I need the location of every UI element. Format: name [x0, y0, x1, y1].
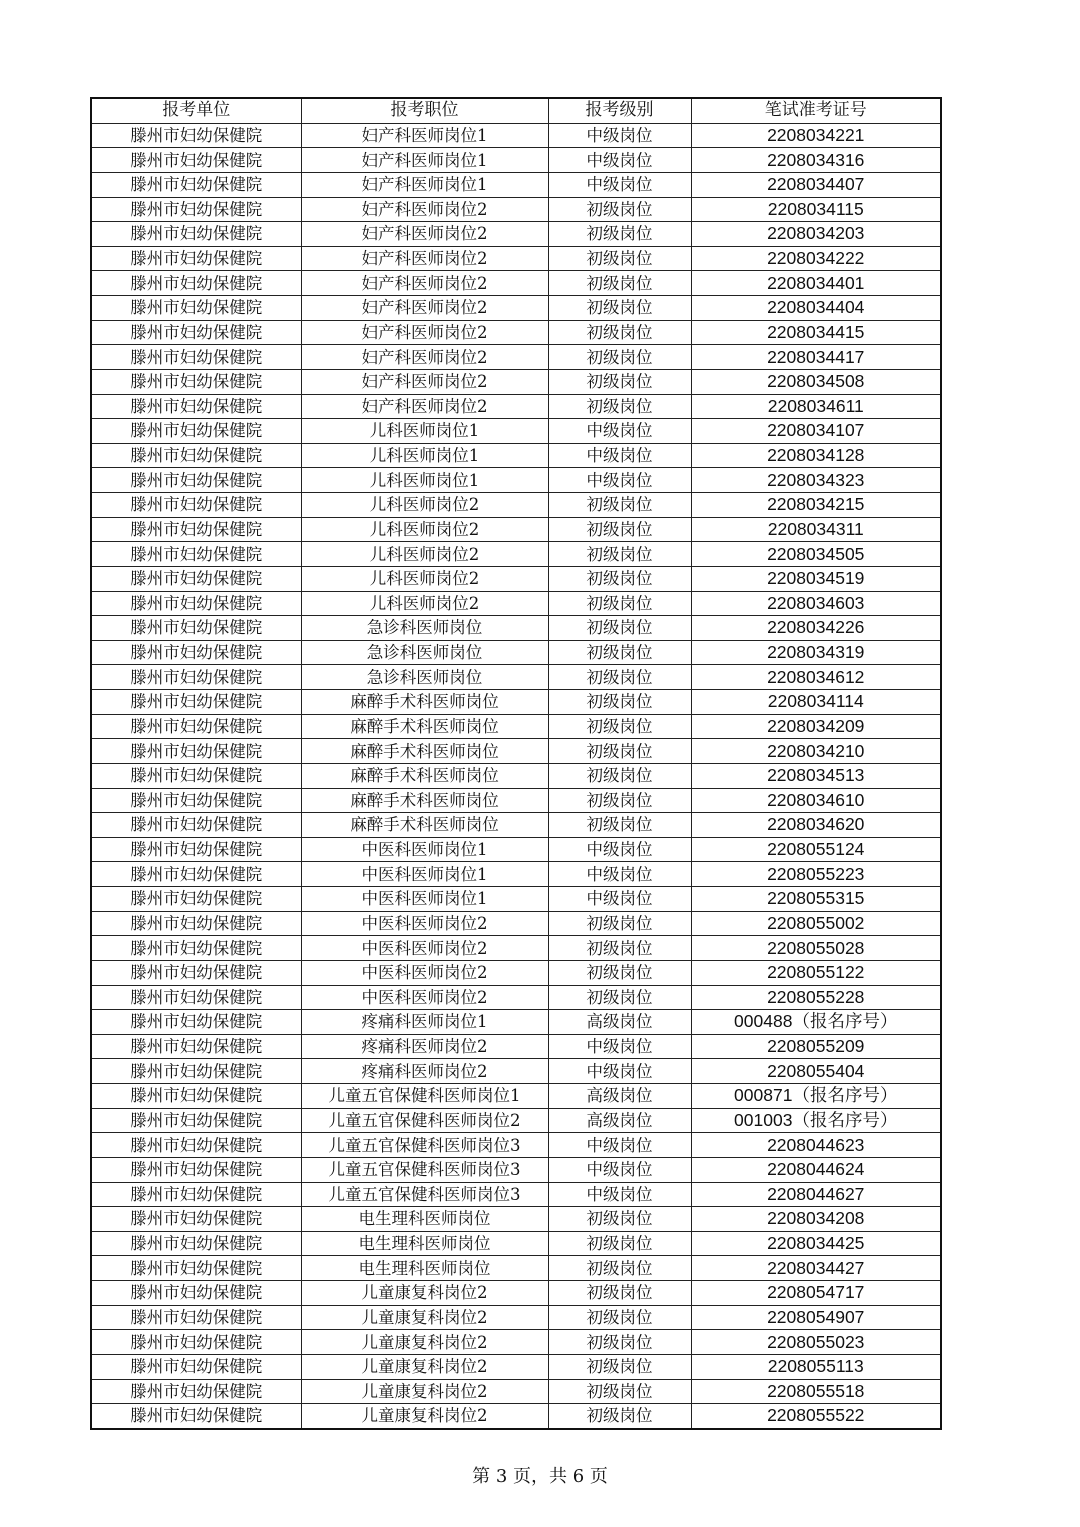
table-row	[91, 640, 941, 665]
cell-ticket-number: 2208034208	[691, 1207, 941, 1232]
cell-ticket-number: 2208034513	[691, 763, 941, 788]
cell-level: 初级岗位	[548, 1379, 691, 1404]
cell-ticket-number: 2208055023	[691, 1330, 941, 1355]
cell-ticket-number: 2208034404	[691, 296, 941, 321]
cell-position: 麻醉手术科医师岗位	[301, 690, 548, 715]
cell-position: 急诊科医师岗位	[301, 665, 548, 690]
table-header	[91, 98, 941, 123]
cell-level: 初级岗位	[548, 714, 691, 739]
table-row	[91, 1059, 941, 1084]
cell-position: 儿童康复科岗位2	[301, 1330, 548, 1355]
cell-ticket-number: 2208034215	[691, 493, 941, 518]
cell-level: 初级岗位	[548, 960, 691, 985]
cell-unit: 滕州市妇幼保健院	[91, 1281, 301, 1306]
cell-level: 初级岗位	[548, 222, 691, 247]
cell-level: 中级岗位	[548, 862, 691, 887]
cell-unit: 滕州市妇幼保健院	[91, 1231, 301, 1256]
cell-unit: 滕州市妇幼保健院	[91, 172, 301, 197]
table-row	[91, 493, 941, 518]
table-row	[91, 345, 941, 370]
cell-position: 电生理科医师岗位	[301, 1207, 548, 1232]
cell-position: 中医科医师岗位2	[301, 960, 548, 985]
cell-position: 儿童康复科岗位2	[301, 1379, 548, 1404]
cell-ticket-number: 2208054717	[691, 1281, 941, 1306]
cell-level: 中级岗位	[548, 1133, 691, 1158]
cell-unit: 滕州市妇幼保健院	[91, 616, 301, 641]
cell-unit: 滕州市妇幼保健院	[91, 1157, 301, 1182]
cell-position: 儿童康复科岗位2	[301, 1354, 548, 1379]
cell-unit: 滕州市妇幼保健院	[91, 1379, 301, 1404]
cell-unit: 滕州市妇幼保健院	[91, 1404, 301, 1429]
cell-unit: 滕州市妇幼保健院	[91, 690, 301, 715]
cell-position: 疼痛科医师岗位2	[301, 1059, 548, 1084]
cell-unit: 滕州市妇幼保健院	[91, 1256, 301, 1281]
cell-level: 中级岗位	[548, 1059, 691, 1084]
table-row	[91, 1281, 941, 1306]
cell-unit: 滕州市妇幼保健院	[91, 837, 301, 862]
cell-level: 初级岗位	[548, 591, 691, 616]
cell-unit: 滕州市妇幼保健院	[91, 1305, 301, 1330]
cell-position: 麻醉手术科医师岗位	[301, 714, 548, 739]
cell-unit: 滕州市妇幼保健院	[91, 640, 301, 665]
cell-level: 初级岗位	[548, 1404, 691, 1429]
cell-position: 儿科医师岗位2	[301, 566, 548, 591]
cell-ticket-number: 2208034209	[691, 714, 941, 739]
cell-unit: 滕州市妇幼保健院	[91, 394, 301, 419]
cell-ticket-number: 2208034620	[691, 813, 941, 838]
cell-level: 初级岗位	[548, 1281, 691, 1306]
cell-ticket-number: 2208034425	[691, 1231, 941, 1256]
cell-level: 中级岗位	[548, 123, 691, 148]
cell-level: 初级岗位	[548, 493, 691, 518]
cell-ticket-number: 2208044627	[691, 1182, 941, 1207]
cell-ticket-number: 2208055113	[691, 1354, 941, 1379]
cell-position: 急诊科医师岗位	[301, 616, 548, 641]
cell-unit: 滕州市妇幼保健院	[91, 665, 301, 690]
cell-position: 急诊科医师岗位	[301, 640, 548, 665]
cell-unit: 滕州市妇幼保健院	[91, 1133, 301, 1158]
table-row	[91, 1010, 941, 1035]
cell-unit: 滕州市妇幼保健院	[91, 714, 301, 739]
table-row	[91, 542, 941, 567]
cell-level: 初级岗位	[548, 296, 691, 321]
cell-level: 初级岗位	[548, 542, 691, 567]
cell-position: 儿科医师岗位2	[301, 493, 548, 518]
table-row	[91, 1379, 941, 1404]
cell-position: 电生理科医师岗位	[301, 1231, 548, 1256]
cell-position: 疼痛科医师岗位1	[301, 1010, 548, 1035]
table-row	[91, 1108, 941, 1133]
cell-unit: 滕州市妇幼保健院	[91, 197, 301, 222]
cell-ticket-number: 2208034415	[691, 320, 941, 345]
cell-unit: 滕州市妇幼保健院	[91, 960, 301, 985]
table-row	[91, 320, 941, 345]
table-row	[91, 419, 941, 444]
cell-unit: 滕州市妇幼保健院	[91, 1108, 301, 1133]
cell-level: 中级岗位	[548, 887, 691, 912]
cell-level: 初级岗位	[548, 1354, 691, 1379]
cell-unit: 滕州市妇幼保健院	[91, 320, 301, 345]
cell-level: 中级岗位	[548, 419, 691, 444]
table-row	[91, 296, 941, 321]
cell-ticket-number: 2208034611	[691, 394, 941, 419]
cell-position: 妇产科医师岗位2	[301, 246, 548, 271]
table-row	[91, 566, 941, 591]
cell-position: 儿童康复科岗位2	[301, 1281, 548, 1306]
header-ticket-number: 笔试准考证号	[691, 98, 941, 123]
cell-position: 妇产科医师岗位2	[301, 345, 548, 370]
table-row	[91, 197, 941, 222]
cell-position: 儿童五官保健科医师岗位3	[301, 1133, 548, 1158]
cell-ticket-number: 2208034210	[691, 739, 941, 764]
cell-ticket-number: 2208055404	[691, 1059, 941, 1084]
cell-unit: 滕州市妇幼保健院	[91, 369, 301, 394]
cell-level: 初级岗位	[548, 1305, 691, 1330]
cell-position: 妇产科医师岗位2	[301, 296, 548, 321]
cell-ticket-number: 2208055209	[691, 1034, 941, 1059]
cell-ticket-number: 2208034226	[691, 616, 941, 641]
cell-ticket-number: 2208034519	[691, 566, 941, 591]
cell-position: 儿科医师岗位1	[301, 443, 548, 468]
cell-level: 初级岗位	[548, 271, 691, 296]
table-row	[91, 271, 941, 296]
cell-unit: 滕州市妇幼保健院	[91, 1330, 301, 1355]
cell-ticket-number: 000871（报名序号）	[691, 1084, 941, 1109]
cell-level: 初级岗位	[548, 345, 691, 370]
cell-position: 中医科医师岗位1	[301, 837, 548, 862]
cell-level: 初级岗位	[548, 566, 691, 591]
cell-position: 疼痛科医师岗位2	[301, 1034, 548, 1059]
table-row	[91, 960, 941, 985]
cell-position: 中医科医师岗位1	[301, 862, 548, 887]
cell-ticket-number: 2208034319	[691, 640, 941, 665]
table-row	[91, 665, 941, 690]
cell-ticket-number: 2208055124	[691, 837, 941, 862]
cell-unit: 滕州市妇幼保健院	[91, 1059, 301, 1084]
cell-unit: 滕州市妇幼保健院	[91, 1034, 301, 1059]
cell-unit: 滕州市妇幼保健院	[91, 591, 301, 616]
cell-ticket-number: 2208034401	[691, 271, 941, 296]
cell-position: 儿童康复科岗位2	[301, 1404, 548, 1429]
cell-unit: 滕州市妇幼保健院	[91, 345, 301, 370]
cell-ticket-number: 2208055228	[691, 985, 941, 1010]
cell-level: 初级岗位	[548, 690, 691, 715]
cell-position: 妇产科医师岗位2	[301, 320, 548, 345]
cell-position: 中医科医师岗位2	[301, 911, 548, 936]
cell-level: 初级岗位	[548, 369, 691, 394]
cell-ticket-number: 2208034222	[691, 246, 941, 271]
cell-ticket-number: 2208054907	[691, 1305, 941, 1330]
cell-ticket-number: 2208055002	[691, 911, 941, 936]
table-row	[91, 591, 941, 616]
table-row	[91, 985, 941, 1010]
cell-ticket-number: 2208034128	[691, 443, 941, 468]
table-row	[91, 1182, 941, 1207]
cell-unit: 滕州市妇幼保健院	[91, 1182, 301, 1207]
cell-level: 初级岗位	[548, 197, 691, 222]
cell-position: 中医科医师岗位2	[301, 936, 548, 961]
cell-unit: 滕州市妇幼保健院	[91, 936, 301, 961]
cell-ticket-number: 2208034610	[691, 788, 941, 813]
candidate-table	[90, 97, 942, 1430]
cell-unit: 滕州市妇幼保健院	[91, 1010, 301, 1035]
table-row	[91, 222, 941, 247]
cell-position: 妇产科医师岗位2	[301, 197, 548, 222]
cell-ticket-number: 2208055522	[691, 1404, 941, 1429]
cell-position: 儿科医师岗位1	[301, 468, 548, 493]
cell-unit: 滕州市妇幼保健院	[91, 1084, 301, 1109]
cell-position: 儿科医师岗位2	[301, 542, 548, 567]
cell-ticket-number: 2208034508	[691, 369, 941, 394]
page-number: 第 3 页，共 6 页	[472, 1466, 608, 1487]
table-row	[91, 788, 941, 813]
cell-unit: 滕州市妇幼保健院	[91, 148, 301, 173]
cell-ticket-number: 2208044624	[691, 1157, 941, 1182]
cell-position: 妇产科医师岗位2	[301, 271, 548, 296]
cell-unit: 滕州市妇幼保健院	[91, 1354, 301, 1379]
table-row	[91, 1256, 941, 1281]
table-row	[91, 172, 941, 197]
cell-ticket-number: 2208034203	[691, 222, 941, 247]
cell-unit: 滕州市妇幼保健院	[91, 763, 301, 788]
cell-level: 初级岗位	[548, 1330, 691, 1355]
cell-unit: 滕州市妇幼保健院	[91, 985, 301, 1010]
cell-ticket-number: 2208034505	[691, 542, 941, 567]
cell-level: 初级岗位	[548, 517, 691, 542]
header-level: 报考级别	[548, 98, 691, 123]
cell-position: 儿科医师岗位1	[301, 419, 548, 444]
cell-unit: 滕州市妇幼保健院	[91, 566, 301, 591]
cell-level: 初级岗位	[548, 616, 691, 641]
cell-unit: 滕州市妇幼保健院	[91, 246, 301, 271]
cell-unit: 滕州市妇幼保健院	[91, 739, 301, 764]
cell-level: 初级岗位	[548, 394, 691, 419]
cell-ticket-number: 2208044623	[691, 1133, 941, 1158]
cell-ticket-number: 2208034427	[691, 1256, 941, 1281]
table-body	[91, 123, 941, 1429]
cell-position: 儿童五官保健科医师岗位2	[301, 1108, 548, 1133]
cell-level: 中级岗位	[548, 148, 691, 173]
cell-ticket-number: 2208034311	[691, 517, 941, 542]
cell-level: 中级岗位	[548, 1034, 691, 1059]
cell-unit: 滕州市妇幼保健院	[91, 813, 301, 838]
cell-unit: 滕州市妇幼保健院	[91, 222, 301, 247]
cell-unit: 滕州市妇幼保健院	[91, 887, 301, 912]
cell-position: 中医科医师岗位2	[301, 985, 548, 1010]
cell-position: 妇产科医师岗位1	[301, 123, 548, 148]
table-row	[91, 1231, 941, 1256]
table-row	[91, 837, 941, 862]
cell-ticket-number: 2208055223	[691, 862, 941, 887]
cell-unit: 滕州市妇幼保健院	[91, 788, 301, 813]
cell-position: 儿童康复科岗位2	[301, 1305, 548, 1330]
cell-ticket-number: 2208034316	[691, 148, 941, 173]
cell-level: 初级岗位	[548, 813, 691, 838]
table-row	[91, 739, 941, 764]
cell-unit: 滕州市妇幼保健院	[91, 517, 301, 542]
cell-ticket-number: 2208055028	[691, 936, 941, 961]
table-row	[91, 1034, 941, 1059]
cell-ticket-number: 2208034221	[691, 123, 941, 148]
table-row	[91, 123, 941, 148]
cell-level: 初级岗位	[548, 1256, 691, 1281]
table-row	[91, 1404, 941, 1429]
cell-unit: 滕州市妇幼保健院	[91, 1207, 301, 1232]
cell-level: 初级岗位	[548, 1231, 691, 1256]
cell-unit: 滕州市妇幼保健院	[91, 862, 301, 887]
table-row	[91, 813, 941, 838]
table-row	[91, 616, 941, 641]
cell-unit: 滕州市妇幼保健院	[91, 911, 301, 936]
header-position: 报考职位	[301, 98, 548, 123]
cell-unit: 滕州市妇幼保健院	[91, 443, 301, 468]
cell-level: 初级岗位	[548, 246, 691, 271]
cell-ticket-number: 2208034612	[691, 665, 941, 690]
table-row	[91, 763, 941, 788]
cell-position: 儿童五官保健科医师岗位3	[301, 1182, 548, 1207]
table-row	[91, 517, 941, 542]
cell-ticket-number: 2208034114	[691, 690, 941, 715]
table-row	[91, 246, 941, 271]
cell-position: 麻醉手术科医师岗位	[301, 813, 548, 838]
table-row	[91, 1330, 941, 1355]
header-row	[91, 98, 941, 123]
cell-ticket-number: 2208034115	[691, 197, 941, 222]
cell-level: 中级岗位	[548, 1157, 691, 1182]
cell-level: 中级岗位	[548, 1182, 691, 1207]
table-row	[91, 862, 941, 887]
cell-position: 儿科医师岗位2	[301, 591, 548, 616]
cell-ticket-number: 2208034407	[691, 172, 941, 197]
cell-level: 初级岗位	[548, 1207, 691, 1232]
table-row	[91, 1084, 941, 1109]
cell-level: 中级岗位	[548, 443, 691, 468]
cell-position: 儿童五官保健科医师岗位3	[301, 1157, 548, 1182]
table-row	[91, 394, 941, 419]
cell-position: 妇产科医师岗位1	[301, 148, 548, 173]
cell-level: 初级岗位	[548, 985, 691, 1010]
cell-position: 妇产科医师岗位1	[301, 172, 548, 197]
cell-level: 中级岗位	[548, 468, 691, 493]
cell-ticket-number: 2208055518	[691, 1379, 941, 1404]
cell-unit: 滕州市妇幼保健院	[91, 296, 301, 321]
cell-unit: 滕州市妇幼保健院	[91, 271, 301, 296]
cell-unit: 滕州市妇幼保健院	[91, 542, 301, 567]
cell-position: 妇产科医师岗位2	[301, 222, 548, 247]
cell-position: 儿科医师岗位2	[301, 517, 548, 542]
cell-position: 儿童五官保健科医师岗位1	[301, 1084, 548, 1109]
cell-level: 高级岗位	[548, 1108, 691, 1133]
cell-level: 初级岗位	[548, 911, 691, 936]
table-row	[91, 1133, 941, 1158]
cell-position: 电生理科医师岗位	[301, 1256, 548, 1281]
cell-level: 初级岗位	[548, 763, 691, 788]
table-row	[91, 1305, 941, 1330]
cell-unit: 滕州市妇幼保健院	[91, 419, 301, 444]
cell-position: 麻醉手术科医师岗位	[301, 739, 548, 764]
cell-ticket-number: 2208055315	[691, 887, 941, 912]
cell-level: 高级岗位	[548, 1010, 691, 1035]
cell-unit: 滕州市妇幼保健院	[91, 493, 301, 518]
table-row	[91, 887, 941, 912]
cell-level: 高级岗位	[548, 1084, 691, 1109]
table-row	[91, 714, 941, 739]
cell-position: 麻醉手术科医师岗位	[301, 763, 548, 788]
cell-ticket-number: 2208034417	[691, 345, 941, 370]
cell-level: 中级岗位	[548, 172, 691, 197]
table-row	[91, 468, 941, 493]
table-row	[91, 911, 941, 936]
cell-ticket-number: 001003（报名序号）	[691, 1108, 941, 1133]
cell-level: 中级岗位	[548, 837, 691, 862]
cell-level: 初级岗位	[548, 788, 691, 813]
table-row	[91, 369, 941, 394]
cell-unit: 滕州市妇幼保健院	[91, 123, 301, 148]
cell-ticket-number: 2208034603	[691, 591, 941, 616]
cell-position: 中医科医师岗位1	[301, 887, 548, 912]
cell-ticket-number: 2208055122	[691, 960, 941, 985]
table-row	[91, 443, 941, 468]
cell-position: 麻醉手术科医师岗位	[301, 788, 548, 813]
table-row	[91, 1157, 941, 1182]
table-row	[91, 690, 941, 715]
cell-position: 妇产科医师岗位2	[301, 369, 548, 394]
table-row	[91, 1354, 941, 1379]
table-row	[91, 936, 941, 961]
header-unit: 报考单位	[91, 98, 301, 123]
cell-level: 初级岗位	[548, 320, 691, 345]
cell-ticket-number: 000488（报名序号）	[691, 1010, 941, 1035]
cell-ticket-number: 2208034323	[691, 468, 941, 493]
cell-position: 妇产科医师岗位2	[301, 394, 548, 419]
cell-unit: 滕州市妇幼保健院	[91, 468, 301, 493]
table-row	[91, 148, 941, 173]
cell-ticket-number: 2208034107	[691, 419, 941, 444]
cell-level: 初级岗位	[548, 739, 691, 764]
table-row	[91, 1207, 941, 1232]
cell-level: 初级岗位	[548, 936, 691, 961]
cell-level: 初级岗位	[548, 640, 691, 665]
cell-level: 初级岗位	[548, 665, 691, 690]
